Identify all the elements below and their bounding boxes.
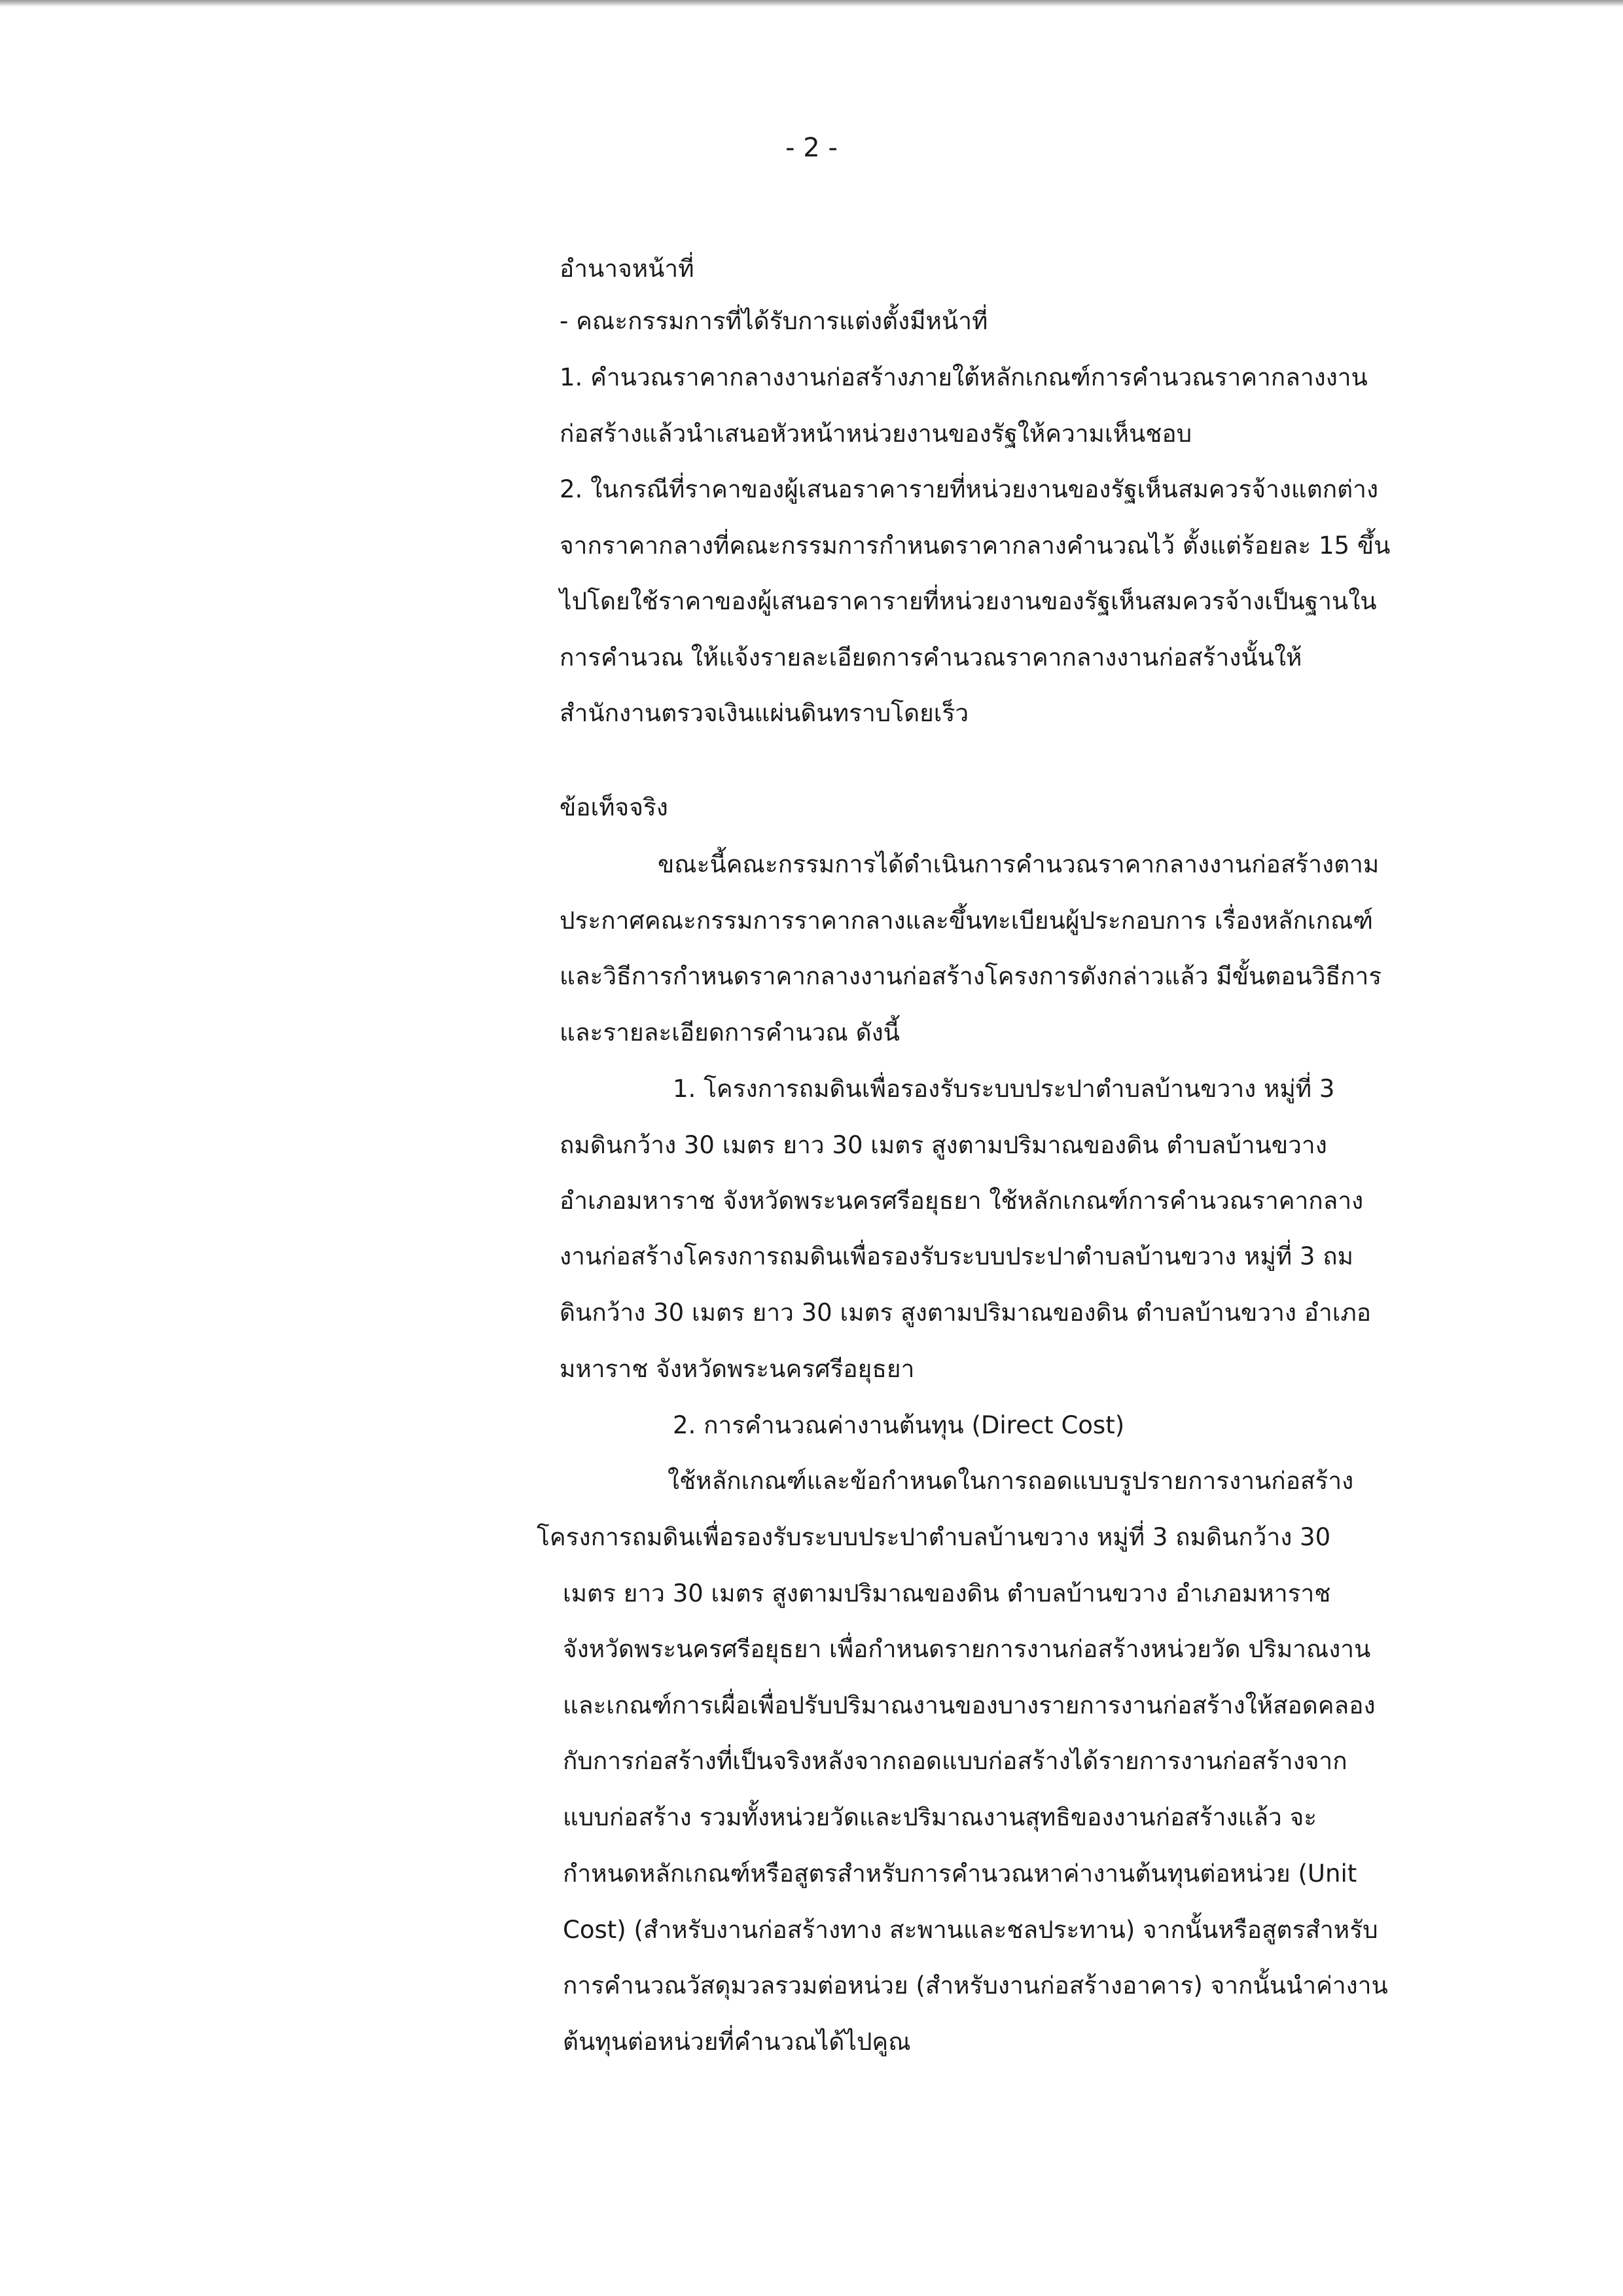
authority-line: 1. คำนวณราคากลางงานก่อสร้างภายใต้หลักเกณฑ์การคำนวณราคากลางงาน: [560, 363, 1368, 391]
facts-line: 2. การคำนวณค่างานต้นทุน (Direct Cost): [673, 1411, 1125, 1439]
authority-line: ไปโดยใช้ราคาของผู้เสนอราคารายที่หน่วยงานของรัฐเห็นสมควรจ้างเป็นฐานใน: [560, 587, 1377, 615]
authority-line: ก่อสร้างแล้วนำเสนอหัวหน้าหน่วยงานของรัฐให้ความเห็นชอบ: [560, 420, 1192, 448]
facts-line: และเกณฑ์การเผื่อเพื่อปรับปริมาณงานของบางรายการงานก่อสร้างให้สอดคลอง: [563, 1691, 1376, 1719]
facts-line: งานก่อสร้างโครงการถมดินเพื่อรองรับระบบประปาตำบลบ้านขวาง หมู่ที่ 3 ถม: [560, 1242, 1353, 1270]
facts-line: ต้นทุนต่อหน่วยที่คำนวณได้ไปคูณ: [563, 2028, 911, 2056]
scan-top-edge: [0, 0, 1623, 7]
facts-line: Cost) (สำหรับงานก่อสร้างทาง สะพานและชลประทาน) จากนั้นหรือสูตรสำหรับ: [563, 1916, 1378, 1944]
authority-heading: อำนาจหน้าที่: [560, 255, 694, 283]
facts-line: ดินกว้าง 30 เมตร ยาว 30 เมตร สูงตามปริมาณของดิน ตำบลบ้านขวาง อำเภอ: [560, 1299, 1371, 1327]
facts-line: ถมดินกว้าง 30 เมตร ยาว 30 เมตร สูงตามปริมาณของดิน ตำบลบ้านขวาง: [560, 1131, 1327, 1159]
facts-line: การคำนวณวัสดุมวลรวมต่อหน่วย (สำหรับงานก่อสร้างอาคาร) จากนั้นนำค่างาน: [563, 1971, 1388, 2000]
facts-line: กำหนดหลักเกณฑ์หรือสูตรสำหรับการคำนวณหาค่างานต้นทุนต่อหน่วย (Unit: [563, 1859, 1357, 1888]
facts-line: และรายละเอียดการคำนวณ ดังนี้: [560, 1018, 900, 1047]
facts-line: และวิธีการกำหนดราคากลางงานก่อสร้างโครงการดังกล่าวแล้ว มีขั้นตอนวิธีการ: [560, 962, 1382, 990]
facts-line: กับการก่อสร้างที่เป็นจริงหลังจากถอดแบบก่อสร้างได้รายการงานก่อสร้างจาก: [563, 1747, 1347, 1775]
authority-line: - คณะกรรมการที่ได้รับการแต่งตั้งมีหน้าที่: [560, 307, 988, 335]
facts-line: ขณะนี้คณะกรรมการได้ดำเนินการคำนวณราคากลางงานก่อสร้างตาม: [658, 850, 1380, 878]
facts-line: แบบก่อสร้าง รวมทั้งหน่วยวัดและปริมาณงานสุทธิของงานก่อสร้างแล้ว จะ: [563, 1803, 1317, 1831]
authority-line: สำนักงานตรวจเงินแผ่นดินทราบโดยเร็ว: [560, 699, 969, 727]
facts-line: มหาราช จังหวัดพระนครศรีอยุธยา: [560, 1355, 915, 1383]
facts-line: 1. โครงการถมดินเพื่อรองรับระบบประปาตำบลบ้านขวาง หมู่ที่ 3: [673, 1075, 1335, 1103]
facts-line: โครงการถมดินเพื่อรองรับระบบประปาตำบลบ้านขวาง หมู่ที่ 3 ถมดินกว้าง 30: [537, 1523, 1331, 1551]
facts-line: จังหวัดพระนครศรีอยุธยา เพื่อกำหนดรายการงานก่อสร้างหน่วยวัด ปริมาณงาน: [563, 1635, 1371, 1663]
facts-heading: ข้อเท็จจริง: [560, 793, 668, 821]
facts-line: ใช้หลักเกณฑ์และข้อกำหนดในการถอดแบบรูปรายการงานก่อสร้าง: [668, 1467, 1354, 1495]
facts-line: เมตร ยาว 30 เมตร สูงตามปริมาณของดิน ตำบลบ้านขวาง อำเภอมหาราช: [563, 1579, 1331, 1607]
authority-line: การคำนวณ ให้แจ้งรายละเอียดการคำนวณราคากลางงานก่อสร้างนั้นให้: [560, 643, 1302, 672]
facts-line: ประกาศคณะกรรมการราคากลางและขึ้นทะเบียนผู้ประกอบการ เรื่องหลักเกณฑ์: [560, 906, 1374, 935]
page-number: - 2 -: [785, 133, 838, 163]
authority-line: จากราคากลางที่คณะกรรมการกำหนดราคากลางคำนวณไว้ ตั้งแต่ร้อยละ 15 ขึ้น: [560, 531, 1391, 560]
authority-line: 2. ในกรณีที่ราคาของผู้เสนอราคารายที่หน่วยงานของรัฐเห็นสมควรจ้างแตกต่าง: [560, 475, 1379, 503]
facts-line: อำเภอมหาราช จังหวัดพระนครศรีอยุธยา ใช้หลักเกณฑ์การคำนวณราคากลาง: [560, 1187, 1364, 1215]
